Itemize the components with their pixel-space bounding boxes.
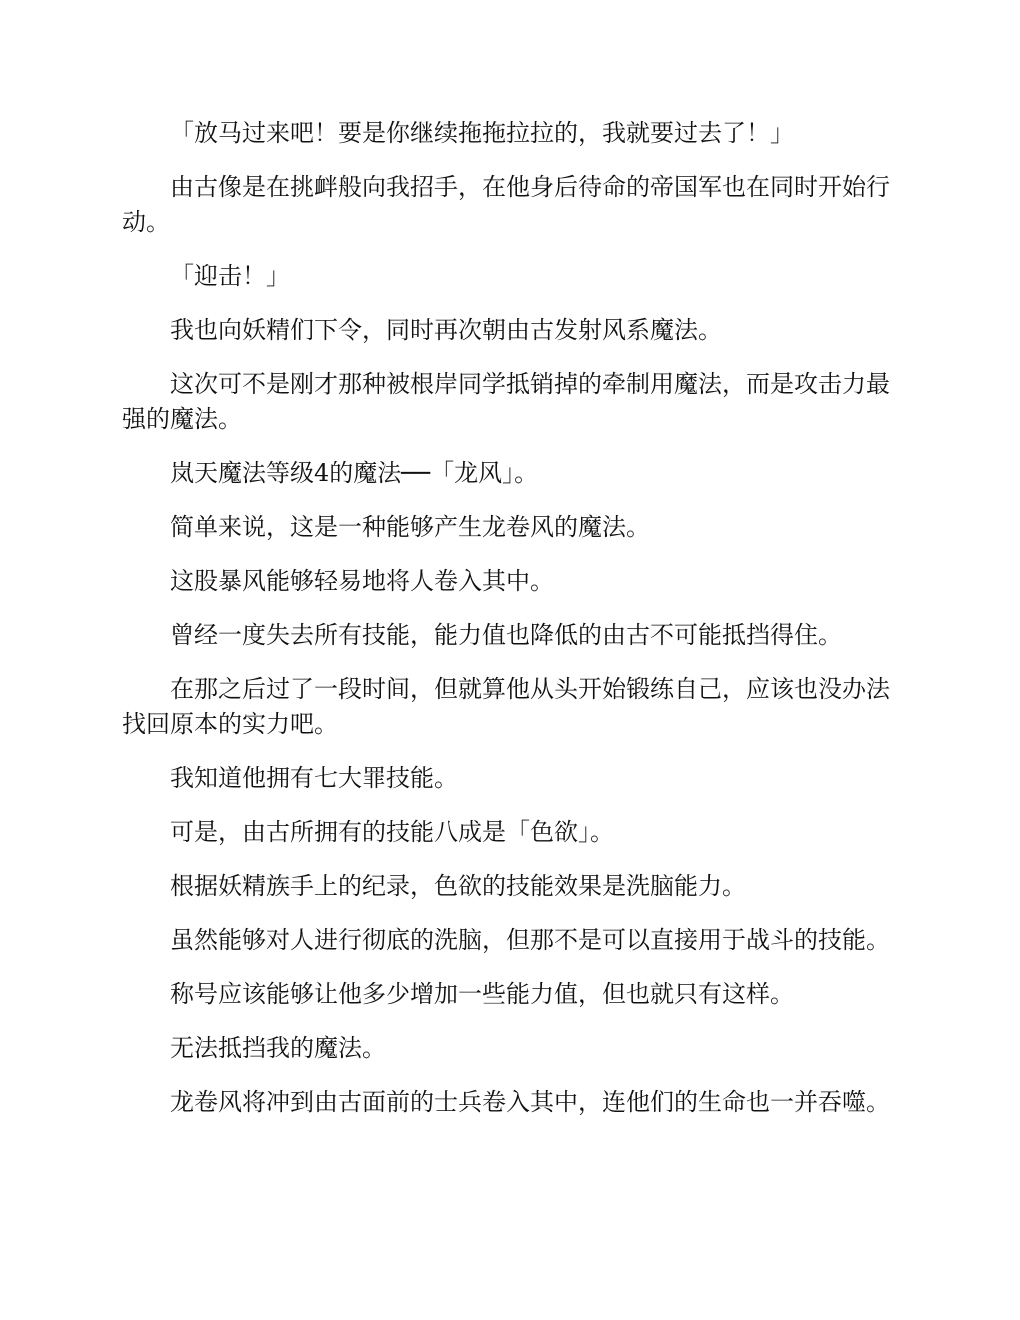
paragraph-16: 无法抵挡我的魔法。: [170, 1034, 386, 1062]
paragraph-6: 岚天魔法等级4的魔法──「龙风」。: [170, 459, 539, 487]
paragraph-15: 称号应该能够让他多少增加一些能力值，但也就只有这样。: [170, 980, 794, 1008]
paragraph-5: 这次可不是刚才那种被根岸同学抵销掉的牵制用魔法，而是攻击力最强的魔法。: [122, 370, 890, 433]
paragraph-8: 这股暴风能够轻易地将人卷入其中。: [170, 567, 554, 595]
paragraph-11: 我知道他拥有七大罪技能。: [170, 764, 458, 792]
paragraph-13: 根据妖精族手上的纪录，色欲的技能效果是洗脑能力。: [170, 872, 746, 900]
paragraph-9: 曾经一度失去所有技能，能力值也降低的由古不可能抵挡得住。: [170, 621, 842, 649]
paragraph-14: 虽然能够对人进行彻底的洗脑，但那不是可以直接用于战斗的技能。: [170, 926, 890, 954]
paragraph-3: 「迎击！」: [170, 262, 290, 290]
paragraph-17: 龙卷风将冲到由古面前的士兵卷入其中，连他们的生命也一并吞噬。: [170, 1088, 890, 1116]
paragraph-12: 可是，由古所拥有的技能八成是「色欲」。: [170, 818, 614, 846]
paragraph-10: 在那之后过了一段时间，但就算他从头开始锻练自己，应该也没办法找回原本的实力吧。: [122, 675, 890, 738]
paragraph-2: 由古像是在挑衅般向我招手，在他身后待命的帝国军也在同时开始行动。: [122, 173, 890, 236]
paragraph-1: 「放马过来吧！要是你继续拖拖拉拉的，我就要过去了！」: [170, 119, 794, 147]
paragraph-7: 简单来说，这是一种能够产生龙卷风的魔法。: [170, 513, 650, 541]
paragraph-4: 我也向妖精们下令，同时再次朝由古发射风系魔法。: [170, 316, 722, 344]
document-page: [122, 116, 898, 1139]
